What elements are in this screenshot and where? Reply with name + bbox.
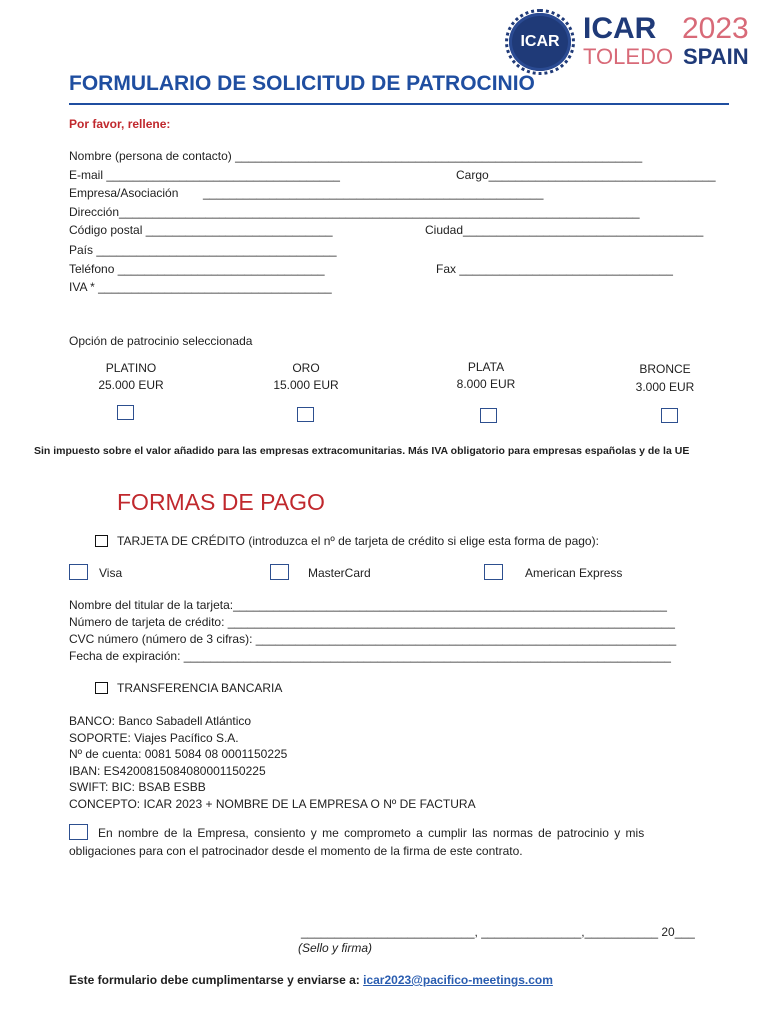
please-fill-label: Por favor, rellene: bbox=[69, 117, 171, 131]
card-number-field[interactable]: Número de tarjeta de crédito: ___________________________________________________________________ bbox=[69, 615, 675, 629]
ciudad-field[interactable]: Ciudad____________________________________ bbox=[425, 223, 704, 237]
telefono-field[interactable]: Teléfono _______________________________ bbox=[69, 262, 325, 276]
footer-email-link[interactable]: icar2023@pacifico-meetings.com bbox=[363, 973, 553, 987]
option-platino-name: PLATINO bbox=[105, 361, 157, 375]
cargo-field[interactable]: Cargo__________________________________ bbox=[456, 168, 716, 182]
logo-year-text: 2023 bbox=[682, 12, 749, 45]
iva-field[interactable]: IVA * ___________________________________ bbox=[69, 280, 332, 294]
bank-transfer-checkbox[interactable] bbox=[95, 682, 108, 694]
consent-text-line1: En nombre de la Empresa, consiento y me comprometo a cumplir las normas de patrocinio y mis bbox=[98, 826, 645, 840]
option-bronce-name: BRONCE bbox=[639, 362, 691, 376]
option-plata-name: PLATA bbox=[467, 360, 505, 374]
footer-instruction bbox=[69, 972, 553, 988]
cvc-field[interactable]: CVC número (número de 3 cifras): _______________________________________________________________ bbox=[69, 632, 677, 646]
bank-line: BANCO: Banco Sabadell Atlántico bbox=[69, 714, 252, 728]
consent-checkbox[interactable] bbox=[69, 824, 88, 840]
visa-label: Visa bbox=[99, 566, 123, 580]
contact-name-field[interactable]: Nombre (persona de contacto) _____________________________________________________________ bbox=[69, 149, 643, 163]
option-plata-price: 8.000 EUR bbox=[456, 377, 516, 391]
logo-spain-text: SPAIN bbox=[683, 44, 749, 69]
option-oro-checkbox[interactable] bbox=[297, 407, 314, 422]
empresa-label: Empresa/Asociación bbox=[69, 186, 179, 200]
bank-transfer-option-label: TRANSFERENCIA BANCARIA bbox=[117, 681, 283, 695]
email-field[interactable]: E-mail ___________________________________ bbox=[69, 168, 340, 182]
logo-toledo-text: TOLEDO bbox=[583, 44, 674, 69]
payment-section-title: FORMAS DE PAGO bbox=[117, 489, 325, 515]
signature-label: (Sello y firma) bbox=[298, 941, 373, 955]
mastercard-label: MasterCard bbox=[308, 566, 371, 580]
signature-line[interactable]: __________________________, _______________,___________ 20___ bbox=[301, 925, 695, 939]
expiry-field[interactable]: Fecha de expiración: _________________________________________________________________________ bbox=[69, 649, 671, 663]
visa-checkbox[interactable] bbox=[69, 564, 88, 580]
consent-text-line2: obligaciones para con el patrocinador desde el momento de la firma de este contrato. bbox=[69, 844, 523, 858]
option-platino-price: 25.000 EUR bbox=[98, 378, 164, 392]
pais-field[interactable]: País ____________________________________ bbox=[69, 243, 337, 257]
card-holder-field[interactable]: Nombre del titular de la tarjeta:_________________________________________________________________ bbox=[69, 598, 667, 612]
credit-card-checkbox[interactable] bbox=[95, 535, 108, 547]
bank-line: CONCEPTO: ICAR 2023 + NOMBRE DE LA EMPRESA O Nº DE FACTURA bbox=[69, 797, 476, 811]
option-plata-checkbox[interactable] bbox=[480, 408, 497, 423]
logo-icar-text: ICAR bbox=[583, 12, 657, 45]
mastercard-checkbox[interactable] bbox=[270, 564, 289, 580]
bank-line: SWIFT: BIC: BSAB ESBB bbox=[69, 780, 206, 794]
direccion-field[interactable]: Dirección______________________________________________________________________________ bbox=[69, 205, 640, 219]
fax-field[interactable]: Fax ________________________________ bbox=[436, 262, 673, 276]
bank-line: Nº de cuenta: 0081 5084 08 0001150225 bbox=[69, 747, 288, 761]
option-bronce-price: 3.000 EUR bbox=[635, 380, 695, 394]
postal-code-field[interactable]: Código postal ____________________________ bbox=[69, 223, 333, 237]
amex-checkbox[interactable] bbox=[484, 564, 503, 580]
bank-line: IBAN: ES4200815084080001150225 bbox=[69, 764, 266, 778]
empresa-field[interactable]: ___________________________________________________ bbox=[203, 186, 544, 200]
sponsorship-label: Opción de patrocinio seleccionada bbox=[69, 334, 253, 348]
credit-card-option-label: TARJETA DE CRÉDITO (introduzca el nº de tarjeta de crédito si elige esta forma de pago): bbox=[117, 534, 599, 548]
icar-badge-logo: ICAR bbox=[509, 13, 571, 71]
option-oro-name: ORO bbox=[292, 361, 320, 375]
bank-line: SOPORTE: Viajes Pacífico S.A. bbox=[69, 731, 239, 745]
title-divider bbox=[69, 103, 729, 105]
option-platino-checkbox[interactable] bbox=[117, 405, 134, 420]
footer-text: Este formulario debe cumplimentarse y enviarse a: bbox=[69, 973, 364, 987]
amex-label: American Express bbox=[525, 566, 623, 580]
option-oro-price: 15.000 EUR bbox=[273, 378, 339, 392]
tax-note: Sin impuesto sobre el valor añadido para las empresas extracomunitarias. Más IVA obligatorio para empresas españolas y de la UE bbox=[34, 445, 690, 457]
option-bronce-checkbox[interactable] bbox=[661, 408, 678, 423]
page-title: FORMULARIO DE SOLICITUD DE PATROCINIO bbox=[69, 72, 535, 95]
